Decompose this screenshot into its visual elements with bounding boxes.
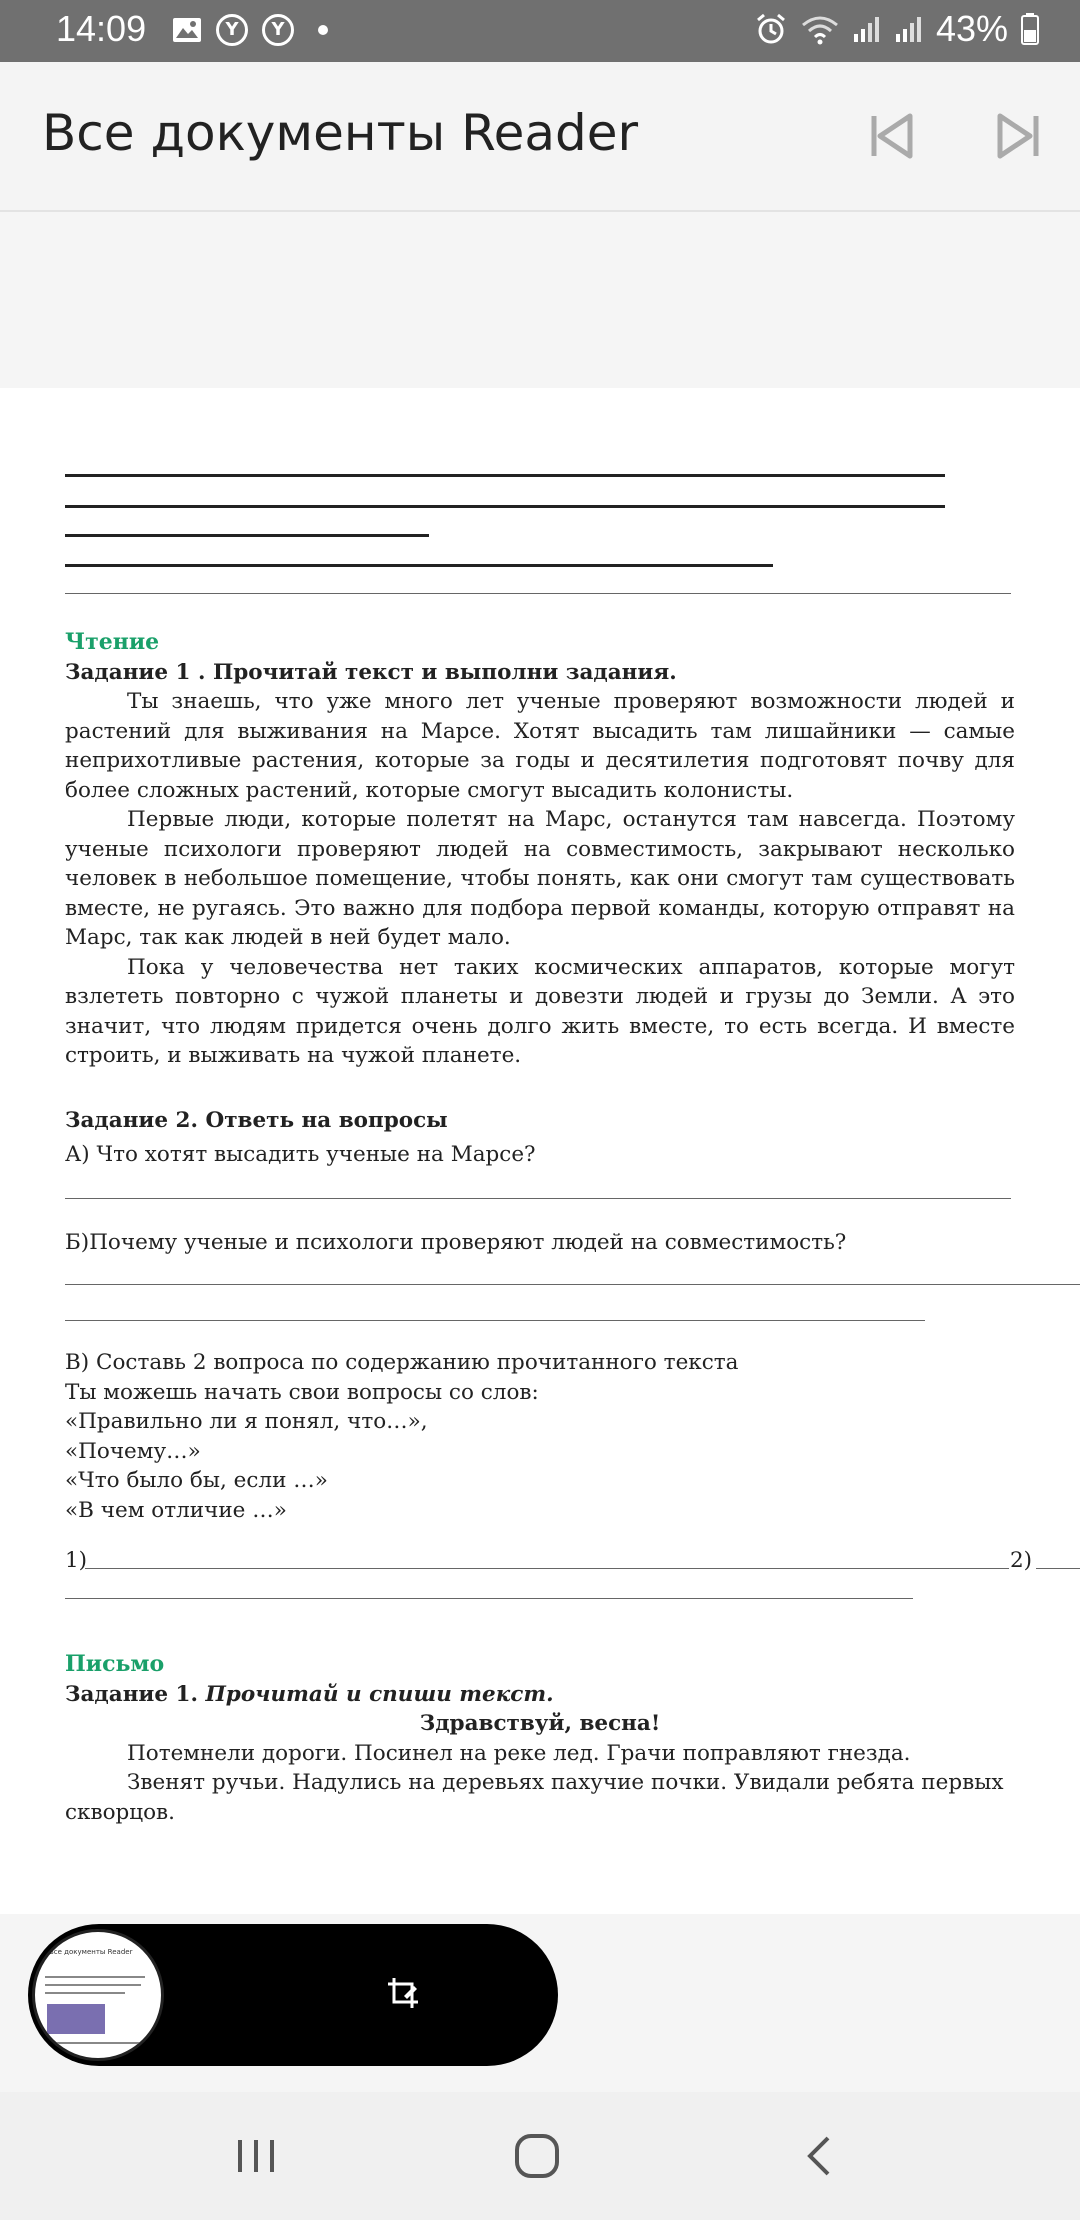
back-icon[interactable] (790, 2128, 850, 2184)
writing-heading: Здравствуй, весна! (419, 1711, 661, 1736)
text-paragraph: Пока у человечества нет таких космических аппаратов, которые могут взлететь повторно с чужой планеты и довезти людей и грузы до Земли. А это значит, что людям придется очень долго жить вместе, то есть всегда. И вместе строить, и выживать на чужой планете. (65, 954, 1015, 1068)
answer-label-1: 1) (65, 1548, 88, 1573)
answer-line (65, 1198, 1011, 1199)
notification-icons (172, 14, 328, 46)
viewer-margin (0, 212, 1080, 388)
answer-line (65, 1598, 913, 1599)
answer-line (65, 1320, 925, 1321)
task1-title: Задание 1 . Прочитай текст и выполни задания. (65, 659, 677, 685)
thumbnail-line (45, 2042, 145, 2044)
question-b: Б)Почему ученые и психологи проверяют людей на совместимость? (65, 1230, 847, 1255)
dot-icon (318, 25, 328, 35)
yandex-icon: Y (216, 14, 248, 46)
section-heading-writing: Письмо (65, 1651, 165, 1677)
app-bar (0, 62, 1080, 212)
thumbnail-line (45, 1984, 141, 1986)
battery-percent: 43% (935, 8, 1008, 49)
question-c: В) Составь 2 вопроса по содержанию прочитанного текста (65, 1350, 739, 1375)
answer-line (65, 593, 1011, 594)
answer-label-2: 2) (1010, 1548, 1033, 1573)
writing-section (65, 1650, 1015, 1827)
hint-text: Ты можешь начать свои вопросы со слов: (65, 1379, 539, 1405)
document-page[interactable] (0, 388, 1080, 1914)
system-nav-bar (0, 2092, 1080, 2220)
status-time: 14:09 (56, 8, 147, 49)
status-bar (0, 0, 1080, 62)
image-icon (172, 17, 202, 43)
text-paragraph: Ты знаешь, что уже много лет ученые проверяют возможности людей и растений для выживания на Марсе. Хотят высадить там лишайники — самые неприхотливые растения, которые за годы и десятилетия подготовят почву для более сложных растений, которые смогут высадить колонисты. (65, 689, 1015, 803)
home-icon[interactable] (507, 2128, 567, 2184)
starter-item: «В чем отличие …» (65, 1497, 287, 1523)
writing-task-instruction: Прочитай и спиши текст. (205, 1681, 554, 1707)
answer-line (85, 1568, 1009, 1569)
answer-line (65, 474, 945, 477)
writing-paragraph: Потемнели дороги. Посинел на реке лед. Грачи поправляют гнезда. (127, 1740, 911, 1766)
task2-title: Задание 2. Ответь на вопросы (65, 1108, 448, 1133)
starter-item: «Что было бы, если …» (65, 1468, 328, 1493)
skip-next-icon[interactable] (988, 106, 1048, 166)
status-right (754, 8, 1040, 50)
starter-item: «Правильно ли я понял, что…», (65, 1409, 428, 1434)
writing-task-prefix: Задание 1. (65, 1681, 206, 1707)
thumbnail-image (47, 2004, 105, 2034)
task2-block (65, 1106, 1015, 1169)
signal-icon (852, 14, 882, 44)
thumbnail-line (45, 1976, 145, 1978)
section-heading-reading: Чтение (65, 629, 160, 655)
signal-icon (894, 14, 924, 44)
answer-line (65, 534, 429, 537)
answer-line (1036, 1568, 1080, 1569)
screenshot-toolbar (28, 1924, 558, 2066)
writing-task-title (65, 1680, 1015, 1710)
skip-previous-icon[interactable] (862, 106, 922, 166)
battery-icon (1020, 12, 1040, 46)
recents-icon[interactable] (226, 2128, 286, 2184)
wifi-icon (800, 13, 840, 45)
answer-line (65, 564, 773, 567)
question-b-block (65, 1228, 1015, 1258)
answer-line (65, 1284, 1080, 1285)
crop-edit-icon[interactable] (384, 1974, 424, 2014)
thumbnail-line (45, 1992, 125, 1994)
alarm-icon (754, 12, 788, 46)
yandex-icon: Y (262, 14, 294, 46)
question-a: А) Что хотят высадить ученые на Марсе? (65, 1141, 536, 1167)
text-paragraph: Первые люди, которые полетят на Марс, останутся там навсегда. Поэтому ученые психологи проверяют людей на совместимость, закрывают несколько человек в небольшое помещение, чтобы понять, как они смогут там существовать вместе, не ругаясь. Это важно для подбора первой команды, которую отправят на Марс, так как людей в ней будет мало. (65, 807, 1015, 950)
reading-section (65, 628, 1015, 1071)
writing-paragraph: Звенят ручьи. Надулись на деревьях пахучие почки. Увидали ребята первых скворцов. (65, 1770, 1004, 1825)
starter-item: «Почему…» (65, 1438, 201, 1464)
answer-line (65, 505, 945, 508)
screenshot-thumbnail[interactable] (32, 1929, 164, 2061)
thumbnail-title: Все документы Reader (49, 1948, 133, 1956)
page-title: Все документы Reader (42, 104, 639, 162)
question-c-block (65, 1348, 1015, 1525)
